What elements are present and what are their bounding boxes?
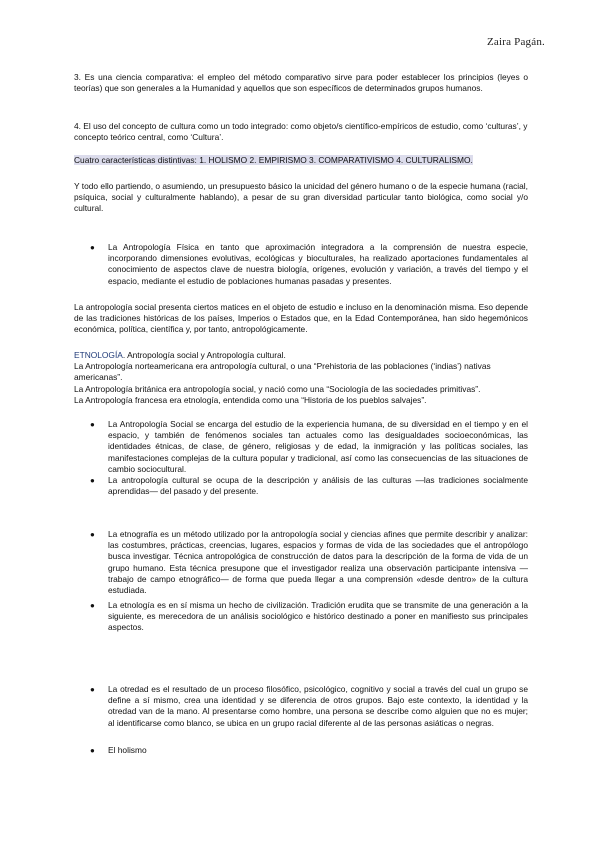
- ethnology-line-british: La Antropología británica era antropología social, y nació como una “Sociología de las sociedades primitivas”.: [74, 383, 481, 394]
- paragraph-comparative: 3. Es una ciencia comparativa: el empleo del método comparativo sirve para poder establecer los principios (leyes o teorías) que son generales a la Humanidad y aquellos que son específicos de determinados grupos humanos.: [74, 72, 528, 94]
- ethnology-subtitle: . Antropología social y Antropología cultural.: [122, 350, 286, 360]
- ethnology-title: ETNOLOGÍA: [74, 350, 123, 360]
- bullet-social-anthropology: La Antropología Social se encarga del estudio de la experiencia humana, de su diversidad en el tiempo y en el espacio, y también de fenómenos sociales tan actuales como las desigualdades socioeconómicas, las identidades étnicas, de clase, de género, religiosas y de edad, la inmigración y las políticas sociales, las manifestaciones complejas de la cultura popular y tradicional, así como las consecuencias de las situaciones de cambio sociocultural.: [108, 419, 528, 474]
- ethnology-section: [74, 350, 528, 406]
- bullet-marker: ●: [90, 685, 95, 694]
- highlight-text: Cuatro características distintivas: 1. HOLISMO 2. EMPIRISMO 3. COMPARATIVISMO 4. CULTURALISMO.: [74, 155, 473, 165]
- bullet-marker: ●: [90, 420, 95, 429]
- highlighted-characteristics: [74, 155, 528, 166]
- author-name: Zaira Pagán.: [487, 36, 545, 48]
- bullet-marker: ●: [90, 243, 95, 252]
- bullet-cultural-anthropology: La antropología cultural se ocupa de la descripción y análisis de las culturas —las tradiciones socialmente aprendidas— del pasado y del presente.: [108, 475, 528, 497]
- paragraph-culture-concept: 4. El uso del concepto de cultura como un todo integrado: como objeto/s científico-empíricos de estudio, como ‘culturas’, y concepto teórico central, como ‘Cultura’.: [74, 121, 528, 143]
- bullet-marker: ●: [90, 530, 95, 539]
- bullet-ethnology: La etnología es en sí misma un hecho de civilización. Tradición erudita que se transmite de una generación a la siguiente, es merecedora de un análisis sociológico e histórico destinado a poner en manifiesto sus principales aspectos.: [108, 600, 528, 633]
- ethnology-heading: [74, 350, 528, 361]
- paragraph-social-anthropology: La antropología social presenta ciertos matices en el objeto de estudio e incluso en la denominación misma. Eso depende de las tradiciones históricas de los países, Imperios o Estados que, en la Edad Contemporánea, han sido hegemónicos económica, política, científica y, por tanto, antropológicamente.: [74, 302, 528, 335]
- bullet-ethnography: La etnografía es un método utilizado por la antropología social y ciencias afines que permite describir y analizar: las costumbres, prácticas, creencias, lugares, espacios y formas de vida de las sociedades que el antropólogo busca investigar. Técnica antropológica de construcción de datos para la descripción de la forma de vida de un grupo humano. Esta técnica presupone que el investigador realiza una observación participante intensiva — trabajo de campo etnográfico— de forma que pueda llegar a una comprensión «desde dentro» de la cultura estudiada.: [108, 529, 528, 596]
- bullet-otherness: La otredad es el resultado de un proceso filosófico, psicológico, cognitivo y social a través del cual un grupo se define a sí mismo, crea una identidad y se diferencia de otros grupos. Bajo este contexto, la identidad y la otredad van de la mano. Al presentarse como hombre, una persona se describe como alguien que no es mujer; al identificarse como blanco, se ubica en un grupo racial diferente al de las personas asiáticas o negras.: [108, 684, 528, 728]
- bullet-holism: El holismo: [108, 745, 147, 755]
- bullet-marker: ●: [90, 746, 95, 755]
- ethnology-line-french: La Antropología francesa era etnología, entendida como una “Historia de los pueblos salvajes”.: [74, 394, 427, 405]
- bullet-marker: ●: [90, 476, 95, 485]
- bullet-marker: ●: [90, 601, 95, 610]
- paragraph-unicity: Y todo ello partiendo, o asumiendo, un presupuesto básico la unicidad del género humano o de la especie humana (racial, psíquica, social y culturalmente hablando), a pesar de su gran diversidad particular tanto biológica, como social y/o cultural.: [74, 181, 528, 214]
- bullet-physical-anthropology: La Antropología Física en tanto que aproximación integradora a la comprensión de nuestra especie, incorporando dimensiones evolutivas, ecológicas y bioculturales, ha realizado aportaciones fundamentales al conocimiento de aspectos clave de nuestra biología, orígenes, evolución y variación, a través del tiempo y el espacio, mediante el estudio de poblaciones humanas pasadas y presentes.: [108, 242, 528, 286]
- ethnology-line-american: La Antropología norteamericana era antropología cultural, o una “Prehistoria de las poblaciones (‘indias’) nativas americanas”.: [74, 361, 491, 383]
